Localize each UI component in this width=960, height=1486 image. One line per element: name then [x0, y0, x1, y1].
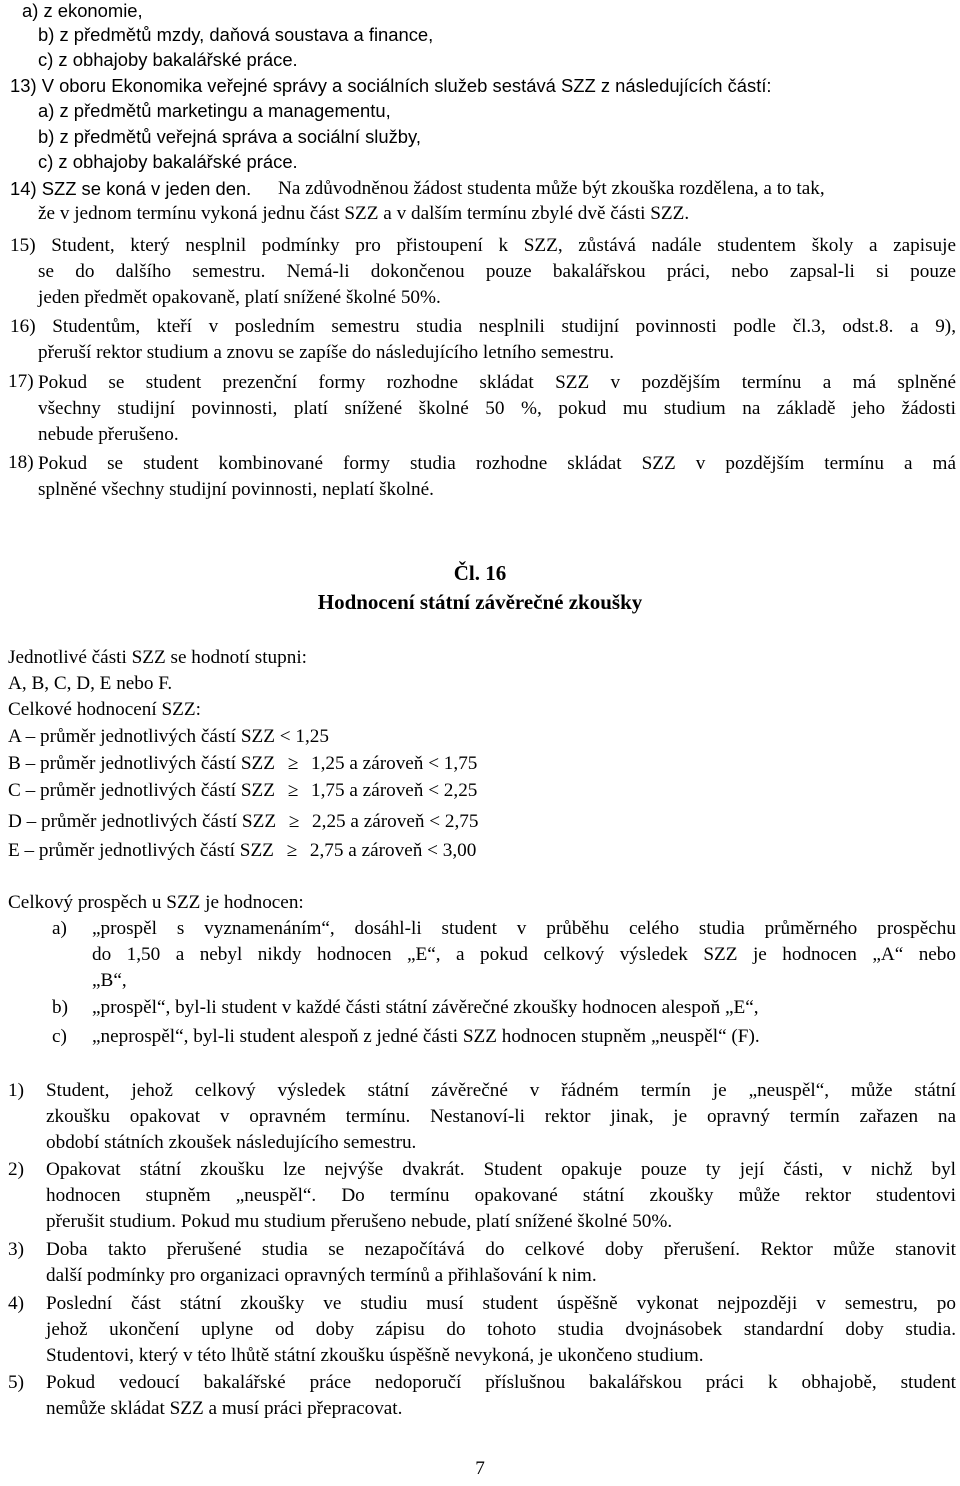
paragraph-17-line3: nebude přerušeno. — [38, 424, 179, 445]
result-b-label: b) — [52, 997, 68, 1018]
grade-row-range: 2,75 a zároveň < 3,00 — [309, 840, 477, 861]
article-title: Hodnocení státní závěrečné zkoušky — [317, 590, 643, 614]
rule-1-line2: zkoušku opakovat v opravném termínu. Nestanoví-li rektor jinak, je opravný termín zařazen na — [46, 1106, 956, 1127]
grading-intro: Jednotlivé části SZZ se hodnotí stupni: — [8, 647, 307, 668]
rule-1-line1: Student, jehož celkový výsledek státní závěrečné v řádném termín je „neuspěl“, může státní — [46, 1080, 956, 1101]
paragraph-15-line1: 15) Student, který nesplnil podmínky pro přistoupení k SZZ, zůstává nadále studentem školy a zapisuje — [10, 235, 956, 256]
paragraph-16-line2: přeruší rektor studium a znovu se zapíše do následujícího letního semestru. — [38, 342, 615, 363]
grade-row-d — [8, 812, 478, 831]
grade-row-range: 2,25 a zároveň < 2,75 — [312, 811, 479, 832]
grade-row-text: C – průměr jednotlivých částí SZZ — [8, 780, 275, 801]
grade-row-text: A – průměr jednotlivých částí SZZ < 1,25 — [8, 726, 329, 747]
rule-1-number: 1) — [8, 1080, 24, 1101]
paragraph-17-line2: všechny studijní povinnosti, platí snížené školné 50 %, pokud mu studium na základě jeho žádosti — [38, 398, 956, 419]
rule-5-number: 5) — [8, 1372, 24, 1393]
paragraph-13-item-b: b) z předmětů veřejná správa a sociální služby, — [38, 126, 421, 147]
article-number: Čl. 16 — [453, 561, 507, 585]
rule-3-line2: další podmínky pro organizaci opravných termínů a přihlašování k nim. — [46, 1265, 597, 1286]
greater-equal-symbol: ≥ — [287, 753, 299, 774]
greater-equal-symbol: ≥ — [288, 811, 300, 832]
paragraph-18-line2: splněné všechny studijní povinnosti, neplatí školné. — [38, 479, 434, 500]
paragraph-17-line1: Pokud se student prezenční formy rozhodne skládat SZZ v pozdějším termínu a má splněné — [38, 372, 956, 393]
result-c-label: c) — [52, 1026, 67, 1047]
grade-row-e — [8, 841, 476, 860]
result-intro: Celkový prospěch u SZZ je hodnocen: — [8, 892, 304, 913]
list-item-b: b) z předmětů mzdy, daňová soustava a finance, — [38, 24, 434, 45]
list-item-a: a) z ekonomie, — [22, 0, 143, 21]
result-a-line3: „B“, — [92, 970, 127, 991]
grading-grades: A, B, C, D, E nebo F. — [8, 673, 173, 694]
list-item-c: c) z obhajoby bakalářské práce. — [38, 49, 298, 70]
grade-row-b — [8, 754, 477, 773]
rule-4-number: 4) — [8, 1293, 24, 1314]
result-a-line2: do 1,50 a nebyl nikdy hodnocen „E“, a pokud celkový výsledek SZZ je hodnocen „A“ nebo — [92, 944, 956, 965]
greater-equal-symbol: ≥ — [287, 780, 299, 801]
paragraph-17-number: 17) — [8, 371, 34, 392]
paragraph-13-item-c: c) z obhajoby bakalářské práce. — [38, 151, 298, 172]
grade-row-range: 1,25 a zároveň < 1,75 — [310, 753, 478, 774]
grade-row-range: 1,75 a zároveň < 2,25 — [310, 780, 478, 801]
result-c-line1: „neprospěl“, byl-li student alespoň z jedné části SZZ hodnocen stupněm „neuspěl“ (F). — [92, 1026, 760, 1047]
grade-row-text: E – průměr jednotlivých částí SZZ — [8, 840, 274, 861]
paragraph-18-line1: Pokud se student kombinované formy studia rozhodne skládat SZZ v pozdějším termínu a má — [38, 453, 956, 474]
grade-row-a — [8, 727, 329, 746]
rule-2-line3: přerušit studium. Pokud mu studium přerušeno nebude, platí snížené školné 50%. — [46, 1211, 673, 1232]
rule-3-line1: Doba takto přerušené studia se nezapočítává do celkové doby přerušení. Rektor může stanovit — [46, 1239, 956, 1260]
paragraph-14-line2: že v jednom termínu vykoná jednu část SZZ a v dalším termínu zbylé dvě části SZZ. — [38, 203, 690, 224]
result-a-line1: „prospěl s vyznamenáním“, dosáhl-li student v průběhu celého studia průměrného prospěchu — [92, 918, 956, 939]
result-a-label: a) — [52, 918, 67, 939]
paragraph-13: 13) V oboru Ekonomika veřejné správy a sociálních služeb sestává SZZ z následujících částí: — [10, 75, 772, 96]
grade-row-text: D – průměr jednotlivých částí SZZ — [8, 811, 277, 832]
grade-row-text: B – průměr jednotlivých částí SZZ — [8, 753, 275, 774]
page-number: 7 — [475, 1458, 485, 1479]
paragraph-16-line1: 16) Studentům, kteří v posledním semestru studia nesplnili studijní povinnosti podle čl.3, odst.8. a 9), — [10, 316, 956, 337]
paragraph-14-start: 14) SZZ se koná v jeden den. — [10, 178, 252, 199]
paragraph-13-item-a: a) z předmětů marketingu a managementu, — [38, 100, 391, 121]
paragraph-18-number: 18) — [8, 452, 34, 473]
paragraph-14-line1: Na zdůvodněnou žádost studenta může být zkouška rozdělena, a to tak, — [278, 178, 825, 199]
rule-5-line1: Pokud vedoucí bakalářské práce nedoporučí příslušnou bakalářskou práci k obhajobě, student — [46, 1372, 956, 1393]
grading-overall-label: Celkové hodnocení SZZ: — [8, 699, 201, 720]
rule-4-line1: Poslední část státní zkoušky ve studiu musí student úspěšně vykonat nejpozději v semestru, po — [46, 1293, 956, 1314]
rule-3-number: 3) — [8, 1239, 24, 1260]
greater-equal-symbol: ≥ — [286, 840, 298, 861]
rule-4-line2: jehož ukončení uplyne od doby zápisu do tohoto studia dvojnásobek standardní doby studia. — [46, 1319, 956, 1340]
rule-5-line2: nemůže skládat SZZ a musí práci přepracovat. — [46, 1398, 403, 1419]
rule-2-line1: Opakovat státní zkoušku lze nejvýše dvakrát. Student opakuje pouze ty její části, v nichž byl — [46, 1159, 956, 1180]
rule-2-number: 2) — [8, 1159, 24, 1180]
paragraph-15-line2: se do dalšího semestru. Nemá-li dokončenou pouze bakalářskou práci, nebo zapsal-li si pouze — [38, 261, 956, 282]
rule-1-line3: období státních zkoušek následujícího semestru. — [46, 1132, 417, 1153]
rule-2-line2: hodnocen stupněm „neuspěl“. Do termínu opakované státní zkoušky může rektor studentovi — [46, 1185, 956, 1206]
result-b-line1: „prospěl“, byl-li student v každé části státní závěrečné zkoušky hodnocen alespoň „E“, — [92, 997, 759, 1018]
grade-row-c — [8, 781, 477, 800]
paragraph-15-line3: jeden předmět opakovaně, platí snížené školné 50%. — [38, 287, 441, 308]
rule-4-line3: Studentovi, který v této lhůtě státní zkoušku úspěšně nevykoná, je ukončeno studium. — [46, 1345, 704, 1366]
